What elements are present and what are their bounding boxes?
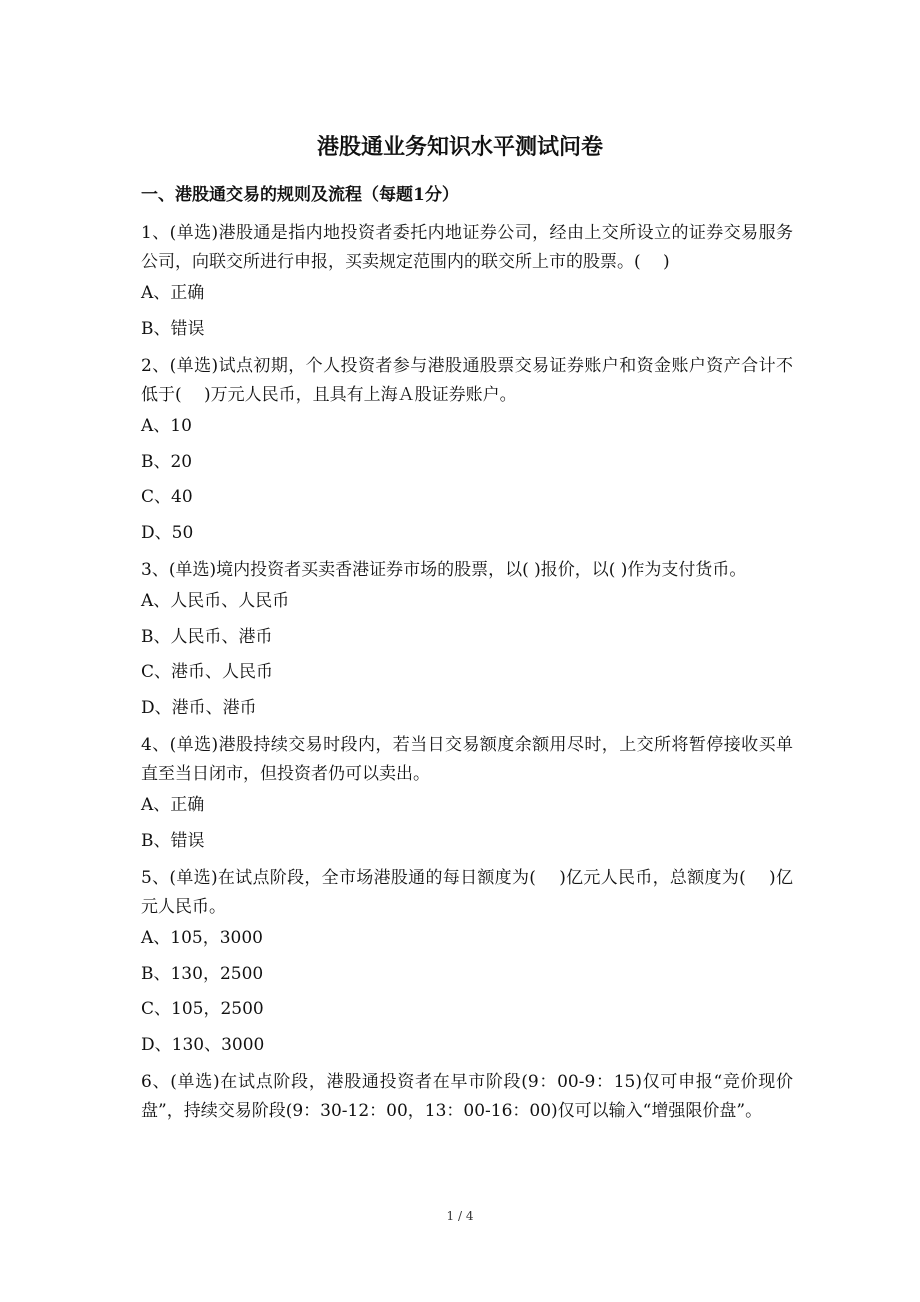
question-2: [141, 352, 793, 545]
section-heading: 一、港股通交易的规则及流程（每题1分）: [141, 185, 459, 205]
question-text: 4、(单选)港股持续交易时段内，若当日交易额度余额用尽时，上交所将暂停接收买单直至当日闭市，但投资者仍可以卖出。: [141, 735, 793, 784]
question-1: [141, 219, 793, 341]
option-c: C、港币、人民币: [141, 662, 274, 682]
question-text: 1、(单选)港股通是指内地投资者委托内地证券公司，经由上交所设立的证券交易服务公司，向联交所进行申报，买卖规定范围内的联交所上市的股票。( ): [141, 223, 793, 272]
question-text: 6、(单选)在试点阶段，港股通投资者在早市阶段(9：00-9：15)仅可申报“竞价现价盘”，持续交易阶段(9：30-12：00，13：00-16：00)仅可以输入“增强限价盘”。: [141, 1072, 793, 1121]
option-a: A、105，3000: [141, 928, 263, 948]
question-text: 2、(单选)试点初期，个人投资者参与港股通股票交易证券账户和资金账户资产合计不低于( )万元人民币，且具有上海Ａ股证券账户。: [141, 356, 793, 405]
page-number: 1 / 4: [446, 1209, 474, 1223]
option-a: A、正确: [141, 283, 205, 303]
option-a: A、人民币、人民币: [141, 591, 290, 611]
option-a: A、10: [141, 416, 192, 436]
option-b: B、错误: [141, 830, 205, 851]
question-5: [141, 864, 793, 1057]
question-6: [141, 1068, 793, 1126]
question-4: [141, 731, 793, 853]
option-b: B、130，2500: [141, 963, 264, 984]
question-list: [141, 219, 793, 1130]
option-b: B、20: [141, 451, 193, 472]
question-3: [141, 556, 793, 720]
page-title: 港股通业务知识水平测试问卷: [316, 134, 603, 160]
option-c: C、40: [141, 487, 193, 507]
option-d: D、130、3000: [141, 1034, 265, 1055]
option-d: D、港币、港币: [141, 697, 257, 718]
option-b: B、人民币、港币: [141, 626, 273, 647]
option-a: A、正确: [141, 795, 205, 815]
question-text: 5、(单选)在试点阶段，全市场港股通的每日额度为( )亿元人民币，总额度为( )亿元人民币。: [141, 868, 793, 917]
option-c: C、105，2500: [141, 999, 264, 1019]
option-d: D、50: [141, 522, 194, 543]
question-text: 3、(单选)境内投资者买卖香港证券市场的股票，以( )报价，以( )作为支付货币。: [141, 560, 747, 580]
option-b: B、错误: [141, 318, 205, 339]
